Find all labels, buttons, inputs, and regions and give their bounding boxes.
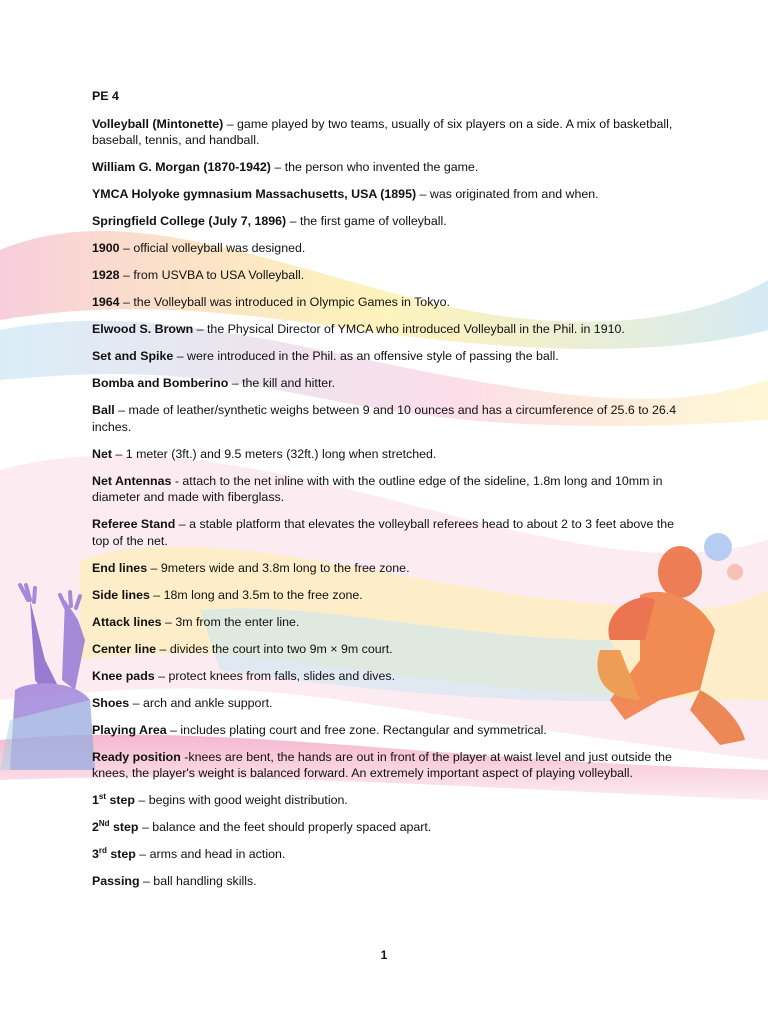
step-term — [92, 820, 139, 834]
definition: – divides the court into two 9m × 9m court. — [156, 641, 393, 656]
term: Passing — [92, 874, 140, 888]
steps-list — [92, 792, 682, 863]
definition: – 1 meter (3ft.) and 9.5 meters (32ft.) long when stretched. — [111, 446, 437, 461]
definition-entry — [92, 641, 682, 658]
definition: – the person who invented the game. — [270, 160, 479, 174]
definition-entry — [92, 240, 682, 257]
definition: – game played by two teams, usually of six players on a side. A mix of basketball, baseball, tennis, and handball. — [92, 116, 673, 147]
step-label: step — [109, 820, 139, 834]
term: Set and Spike — [92, 349, 174, 363]
definition: – ball handling skills. — [139, 874, 257, 888]
definition: – made of leather/synthetic weighs between 9 and 10 ounces and has a circumference of 25.6 to 26.4 inches. — [92, 403, 677, 434]
definition-entry — [92, 402, 682, 435]
definition-entry — [92, 668, 682, 685]
term: Side lines — [92, 587, 150, 602]
definition: -knees are bent, the hands are out in front of the player at waist level and just outside the knees, the player's weight is balanced forward. An extremely important aspect of playing volleyball. — [92, 749, 672, 780]
definition: – balance and the feet should properly spaced apart. — [138, 820, 432, 834]
definition: – from USVBA to USA Volleyball. — [119, 268, 305, 282]
term: Springfield College (July 7, 1896) — [92, 214, 287, 228]
term: 1928 — [92, 268, 120, 282]
page-number: 1 — [380, 948, 388, 962]
step-ordinal-suffix: Nd — [98, 818, 110, 828]
term: William G. Morgan (1870-1942) — [92, 160, 271, 174]
term: Net Antennas — [92, 473, 172, 488]
term: Ready position — [92, 749, 181, 764]
step-number: 1 — [92, 793, 99, 807]
term: YMCA Holyoke gymnasium Massachusetts, USA (1895) — [92, 187, 417, 201]
term: 1900 — [92, 241, 120, 255]
definition-entry — [92, 749, 682, 782]
definition-list — [92, 116, 682, 782]
definition: – the kill and hitter. — [228, 376, 336, 390]
definition-entry — [92, 294, 682, 311]
definition-entry — [92, 116, 682, 149]
step-entry — [92, 792, 682, 809]
definition-entry — [92, 186, 682, 203]
definition-entry — [92, 695, 682, 712]
definition: – the first game of volleyball. — [286, 214, 447, 228]
step-label: step — [106, 847, 136, 861]
definition: – was originated from and when. — [416, 187, 599, 201]
definition: – includes plating court and free zone. Rectangular and symmetrical. — [166, 722, 547, 737]
step-entry — [92, 819, 682, 836]
step-entry — [92, 846, 682, 863]
definition: – 3m from the enter line. — [161, 614, 300, 629]
term: Knee pads — [92, 668, 155, 683]
term: Elwood S. Brown — [92, 322, 194, 336]
step-label: step — [106, 793, 135, 807]
definition-entry — [92, 560, 682, 577]
definition-entry — [92, 321, 682, 338]
definition: – a stable platform that elevates the volleyball referees head to about 2 to 3 feet above the top of the net. — [92, 517, 675, 548]
term: Bomba and Bomberino — [92, 376, 229, 390]
definition-entry — [92, 446, 682, 463]
definition: – official volleyball was designed. — [119, 241, 306, 255]
term: Attack lines — [92, 614, 162, 629]
definition-entry — [92, 722, 682, 739]
definition: – 18m long and 3.5m to the free zone. — [149, 587, 363, 602]
definition: – arch and ankle support. — [129, 695, 273, 710]
definition: – begins with good weight distribution. — [134, 793, 348, 807]
definition-entry — [92, 516, 682, 549]
step-ordinal-suffix: rd — [98, 845, 107, 855]
term: 1964 — [92, 295, 120, 309]
term: Ball — [92, 403, 115, 417]
term: Net — [92, 446, 112, 461]
term: Playing Area — [92, 722, 167, 737]
definition: – were introduced in the Phil. as an offensive style of passing the ball. — [173, 349, 559, 363]
definition: - attach to the net inline with with the outline edge of the sideline, 1.8m long and 10mm in diameter and made with fiberglass. — [92, 473, 663, 504]
step-term — [92, 793, 135, 807]
term: Volleyball (Mintonette) — [92, 116, 224, 131]
definition: – 9meters wide and 3.8m long to the free zone. — [147, 560, 410, 575]
step-number: 2 — [92, 820, 99, 834]
definition-entry — [92, 614, 682, 631]
term: End lines — [92, 560, 148, 575]
step-term — [92, 847, 136, 861]
definition-entry — [92, 159, 682, 176]
definition-entry — [92, 213, 682, 230]
term: Center line — [92, 641, 157, 656]
document-body — [92, 88, 682, 900]
definition: – the Volleyball was introduced in Olympic Games in Tokyo. — [119, 295, 450, 309]
document-title: PE 4 — [92, 89, 119, 103]
term: Shoes — [92, 695, 130, 710]
term: Referee Stand — [92, 517, 176, 531]
definition-entry — [92, 473, 682, 506]
step-ordinal-suffix: st — [98, 791, 107, 801]
definition: – the Physical Director of YMCA who introduced Volleyball in the Phil. in 1910. — [193, 322, 625, 336]
definition-entry-passing — [92, 873, 682, 890]
definition-entry — [92, 348, 682, 365]
definition: – arms and head in action. — [135, 847, 286, 861]
step-number: 3 — [92, 847, 99, 861]
definition-entry — [92, 587, 682, 604]
definition-entry — [92, 375, 682, 392]
definition: – protect knees from falls, slides and dives. — [154, 668, 396, 683]
definition-entry — [92, 267, 682, 284]
